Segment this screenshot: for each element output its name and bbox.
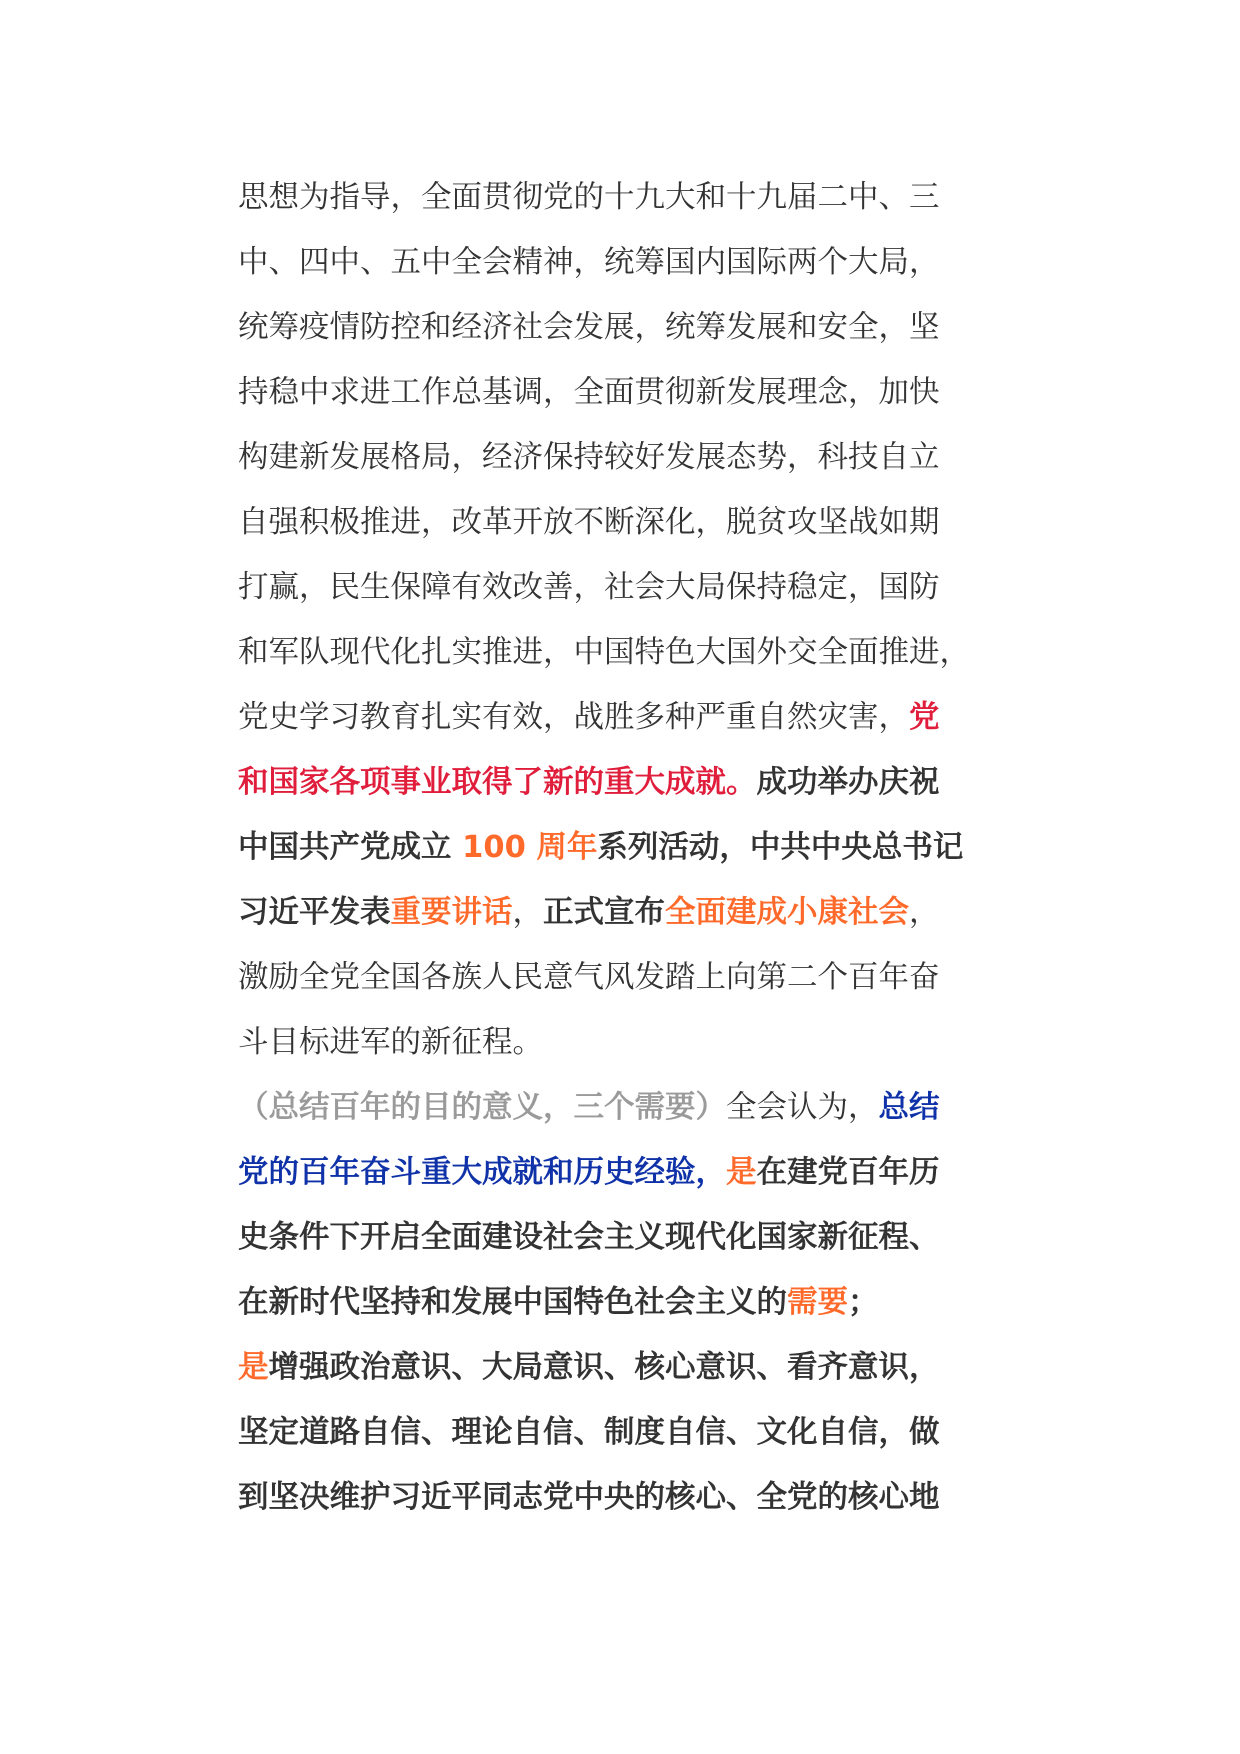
text-line <box>238 1270 1018 1335</box>
text-segment: 成功举办庆祝 <box>756 765 940 800</box>
text-line <box>238 620 1018 685</box>
text-line <box>238 1465 1018 1530</box>
text-segment: 打赢，民生保障有效改善，社会大局保持稳定，国防 <box>238 570 940 605</box>
text-segment: 持稳中求进工作总基调，全面贯彻新发展理念，加快 <box>238 375 940 410</box>
text-segment: 中、四中、五中全会精神，统筹国内国际两个大局， <box>238 245 940 280</box>
text-segment: 自强积极推进，改革开放不断深化，脱贫攻坚战如期 <box>238 505 940 540</box>
text-segment: 在建党百年历 <box>756 1155 940 1190</box>
text-segment: 中国共产党成立 <box>238 830 463 865</box>
text-segment: 是 <box>238 1350 269 1385</box>
text-line <box>238 945 1018 1010</box>
text-segment: 党的百年奋斗重大成就和历史经验， <box>238 1155 726 1190</box>
text-segment: 党 <box>909 700 940 735</box>
text-segment: 增强政治意识、大局意识、核心意识、看齐意识， <box>268 1350 940 1385</box>
text-segment: 激励全党全国各族人民意气风发踏上向第二个百年奋 <box>238 960 940 995</box>
text-segment: 构建新发展格局，经济保持较好发展态势，科技自立 <box>238 440 940 475</box>
text-segment: 到坚决维护习近平同志党中央的核心、全党的核心地 <box>238 1480 940 1515</box>
text-segment: 思想为指导，全面贯彻党的十九大和十九届二中、三 <box>238 180 940 215</box>
text-line <box>238 1140 1018 1205</box>
text-segment: 习近平发表 <box>238 895 391 930</box>
text-line <box>238 360 1018 425</box>
text-line <box>238 1400 1018 1465</box>
text-segment: 斗目标进军的新征程。 <box>238 1025 543 1060</box>
text-segment: 党史学习教育扎实有效，战胜多种严重自然灾害， <box>238 700 909 735</box>
text-segment: ， <box>512 895 543 930</box>
text-segment: 正式宣布 <box>543 895 665 930</box>
text-line <box>238 555 1018 620</box>
text-line <box>238 490 1018 555</box>
text-line <box>238 295 1018 360</box>
text-segment: ； <box>848 1285 879 1320</box>
text-segment: 坚定道路自信、理论自信、制度自信、文化自信，做 <box>238 1415 940 1450</box>
text-line <box>238 425 1018 490</box>
text-segment: 在新时代坚持和发展中国特色社会主义的 <box>238 1285 787 1320</box>
text-line <box>238 165 1018 230</box>
text-segment: 系列活动，中共中央总书记 <box>597 830 964 865</box>
text-line <box>238 1335 1018 1400</box>
text-segment: 统筹疫情防控和经济社会发展，统筹发展和安全，坚 <box>238 310 940 345</box>
text-segment: 史条件下开启全面建设社会主义现代化国家新征程、 <box>238 1220 940 1255</box>
document-body <box>238 165 1018 1530</box>
text-segment: 和国家各项事业取得了新的重大成就。 <box>238 765 757 800</box>
text-line <box>238 685 1018 750</box>
text-segment: 总结 <box>878 1090 940 1125</box>
text-segment: 是 <box>726 1155 757 1190</box>
text-segment: 100 周年 <box>462 830 598 865</box>
text-segment: 重要讲话 <box>390 895 513 930</box>
text-segment: 需要 <box>787 1285 848 1320</box>
text-segment: ， <box>909 895 940 930</box>
text-segment: 全会认为， <box>726 1090 879 1125</box>
text-segment: 和军队现代化扎实推进，中国特色大国外交全面推进， <box>238 635 970 670</box>
text-line <box>238 880 1018 945</box>
text-line <box>238 1010 1018 1075</box>
text-line <box>238 750 1018 815</box>
text-line <box>238 1205 1018 1270</box>
text-segment: （总结百年的目的意义，三个需要） <box>238 1090 726 1125</box>
text-segment: 全面建成小康社会 <box>665 895 909 930</box>
text-line <box>238 230 1018 295</box>
text-line <box>238 815 1018 880</box>
text-line <box>238 1075 1018 1140</box>
